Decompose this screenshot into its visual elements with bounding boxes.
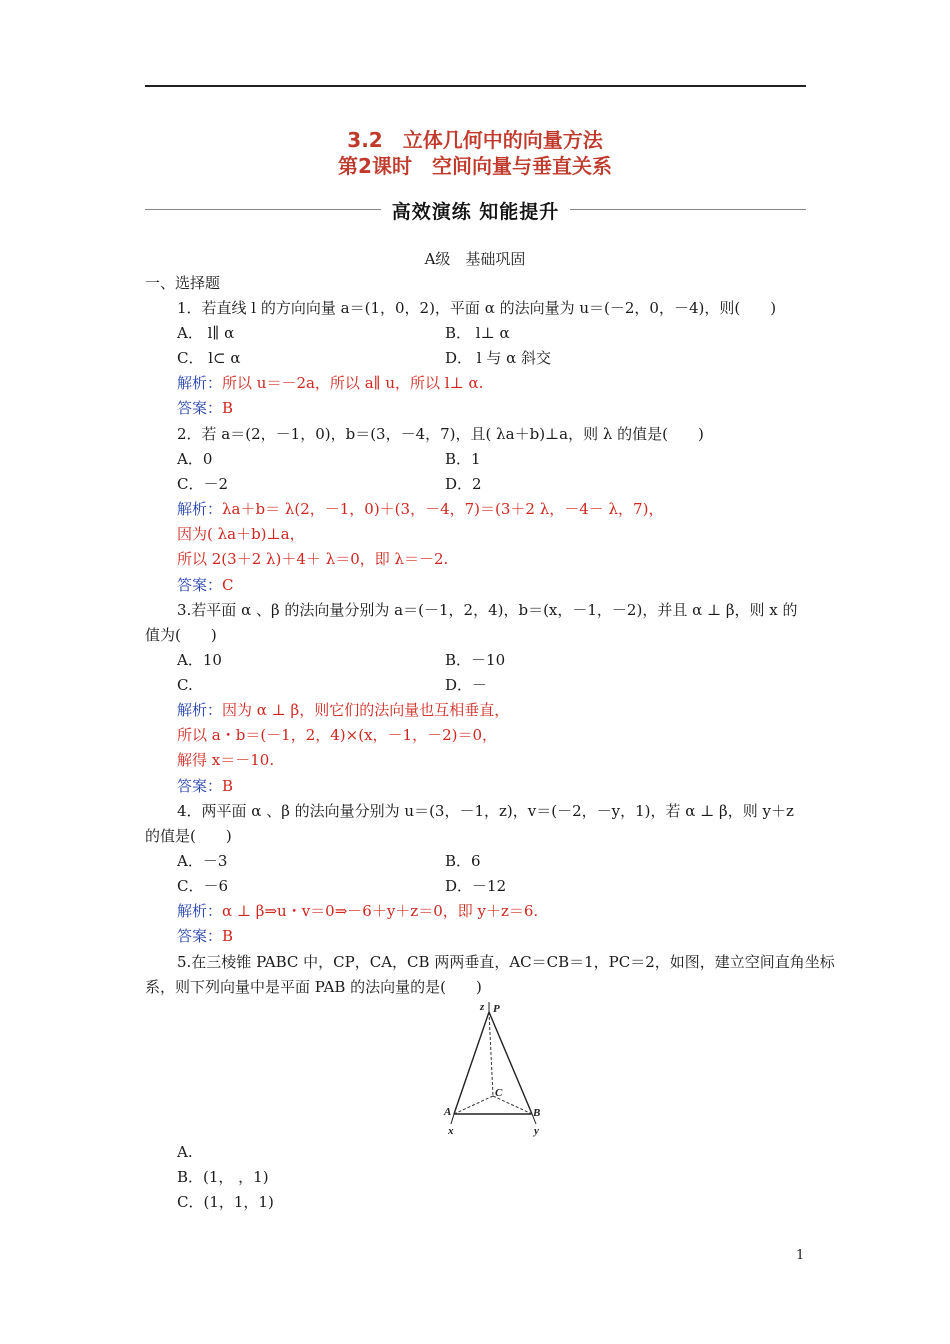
label-x: x xyxy=(448,1125,454,1137)
level-heading: A级 基础巩固 xyxy=(424,250,526,268)
analysis-label: 解析： xyxy=(177,902,223,920)
q4-analysis xyxy=(177,901,538,921)
q3-option-d: D．－ xyxy=(445,676,488,694)
answer-value: B xyxy=(222,927,234,945)
q2-option-d: D．2 xyxy=(445,475,482,493)
banner-text: 高效演练 知能提升 xyxy=(391,201,560,223)
lesson-subtitle: 第2课时 空间向量与垂直关系 xyxy=(338,154,612,178)
q4-option-b: B．6 xyxy=(445,852,481,870)
answer-label: 答案： xyxy=(177,777,223,795)
q4-option-a: A．－3 xyxy=(177,852,228,870)
page-number: 1 xyxy=(796,1248,805,1263)
q2-option-a: A．0 xyxy=(177,450,213,468)
q5-option-a: A. xyxy=(177,1143,193,1161)
section-banner xyxy=(145,197,806,223)
analysis-text: 因为 α ⊥ β，则它们的法向量也互相垂直， xyxy=(222,701,510,719)
q2-stem: 2．若 a＝(2，－1，0)，b＝(3，－4，7)，且( λa＋b)⊥a，则 λ 的值是( ) xyxy=(177,425,704,443)
section-heading: 一、选择题 xyxy=(145,274,221,292)
q2-analysis-2: 因为( λa＋b)⊥a， xyxy=(177,525,305,543)
q1-analysis xyxy=(177,373,483,393)
q3-option-c: C. xyxy=(177,676,193,694)
q3-answer xyxy=(177,776,233,796)
q3-stem-line1: 3.若平面 α 、β 的法向量分别为 a＝(－1，2，4)，b＝(x，－1，－2)，并且 α ⊥ β，则 x 的 xyxy=(177,601,798,619)
q1-option-c: C． l⊂ α xyxy=(177,349,241,367)
answer-label: 答案： xyxy=(177,927,223,945)
q3-option-a: A．10 xyxy=(177,651,222,669)
q4-answer xyxy=(177,926,233,946)
label-p: P xyxy=(493,1003,500,1015)
analysis-label: 解析： xyxy=(177,374,223,392)
label-a: A xyxy=(444,1106,452,1118)
edge-pc xyxy=(489,1012,493,1096)
q1-stem: 1．若直线 l 的方向向量 a＝(1，0，2)，平面 α 的法向量为 u＝(－2，0，－4)，则( ) xyxy=(177,299,777,317)
analysis-text: 所以 u＝－2a，所以 a∥ u，所以 l⊥ α. xyxy=(222,374,484,392)
label-z: z xyxy=(480,1001,485,1013)
answer-label: 答案： xyxy=(177,576,223,594)
q5-stem-line1: 5.在三棱锥 PABC 中，CP，CA，CB 两两垂直，AC＝CB＝1，PC＝2，如图，建立空间直角坐标 xyxy=(177,953,835,971)
q3-stem-line2: 值为( ) xyxy=(145,626,217,644)
q3-analysis-2: 所以 a・b＝(－1，2，4)×(x，－1，－2)＝0， xyxy=(177,726,498,744)
q4-stem-line1: 4．两平面 α 、β 的法向量分别为 u＝(3，－1，z)，v＝(－2，－y，1)，若 α ⊥ β，则 y＋z xyxy=(177,802,794,820)
q2-option-c: C．－2 xyxy=(177,475,229,493)
q3-option-b: B．－10 xyxy=(445,651,506,669)
answer-value: C xyxy=(222,576,234,594)
edge-pa xyxy=(454,1012,489,1114)
q2-analysis-3: 所以 2(3＋2 λ)＋4＋ λ＝0，即 λ＝－2. xyxy=(177,550,449,568)
label-c: C xyxy=(495,1087,503,1099)
analysis-text: λa＋b＝ λ(2，－1，0)＋(3，－4，7)＝(3＋2 λ，－4－ λ，7)， xyxy=(222,500,664,518)
q1-option-d: D． l 与 α 斜交 xyxy=(445,349,552,367)
answer-value: B xyxy=(222,399,234,417)
q2-analysis-1 xyxy=(177,499,663,519)
banner-right-line xyxy=(570,209,806,210)
axis-x xyxy=(451,1114,454,1124)
header-rule xyxy=(145,85,806,87)
q5-option-b: B．(1， ，1) xyxy=(177,1168,269,1186)
q3-analysis-1 xyxy=(177,700,509,720)
q3-analysis-3: 解得 x＝－10. xyxy=(177,751,275,769)
q1-option-a: A． l∥ α xyxy=(177,324,235,342)
q4-stem-line2: 的值是( ) xyxy=(145,827,232,845)
q2-answer xyxy=(177,575,234,595)
answer-label: 答案： xyxy=(177,399,223,417)
label-y: y xyxy=(534,1125,539,1137)
analysis-text: α ⊥ β⇒u・v＝0⇒－6＋y＋z＝0，即 y＋z＝6. xyxy=(222,902,539,920)
q5-stem-line2: 系，则下列向量中是平面 PAB 的法向量的是( ) xyxy=(145,978,482,996)
q5-option-c: C．(1，1，1) xyxy=(177,1193,274,1211)
label-b: B xyxy=(533,1107,541,1119)
lesson-title: 3.2 立体几何中的向量方法 xyxy=(347,128,603,152)
q2-option-b: B．1 xyxy=(445,450,481,468)
pyramid-figure xyxy=(440,998,550,1138)
q1-option-b: B． l⊥ α xyxy=(445,324,510,342)
analysis-label: 解析： xyxy=(177,701,223,719)
q4-option-c: C．－6 xyxy=(177,877,229,895)
analysis-label: 解析： xyxy=(177,500,223,518)
answer-value: B xyxy=(222,777,234,795)
q4-option-d: D．－12 xyxy=(445,877,507,895)
q1-answer xyxy=(177,398,233,418)
